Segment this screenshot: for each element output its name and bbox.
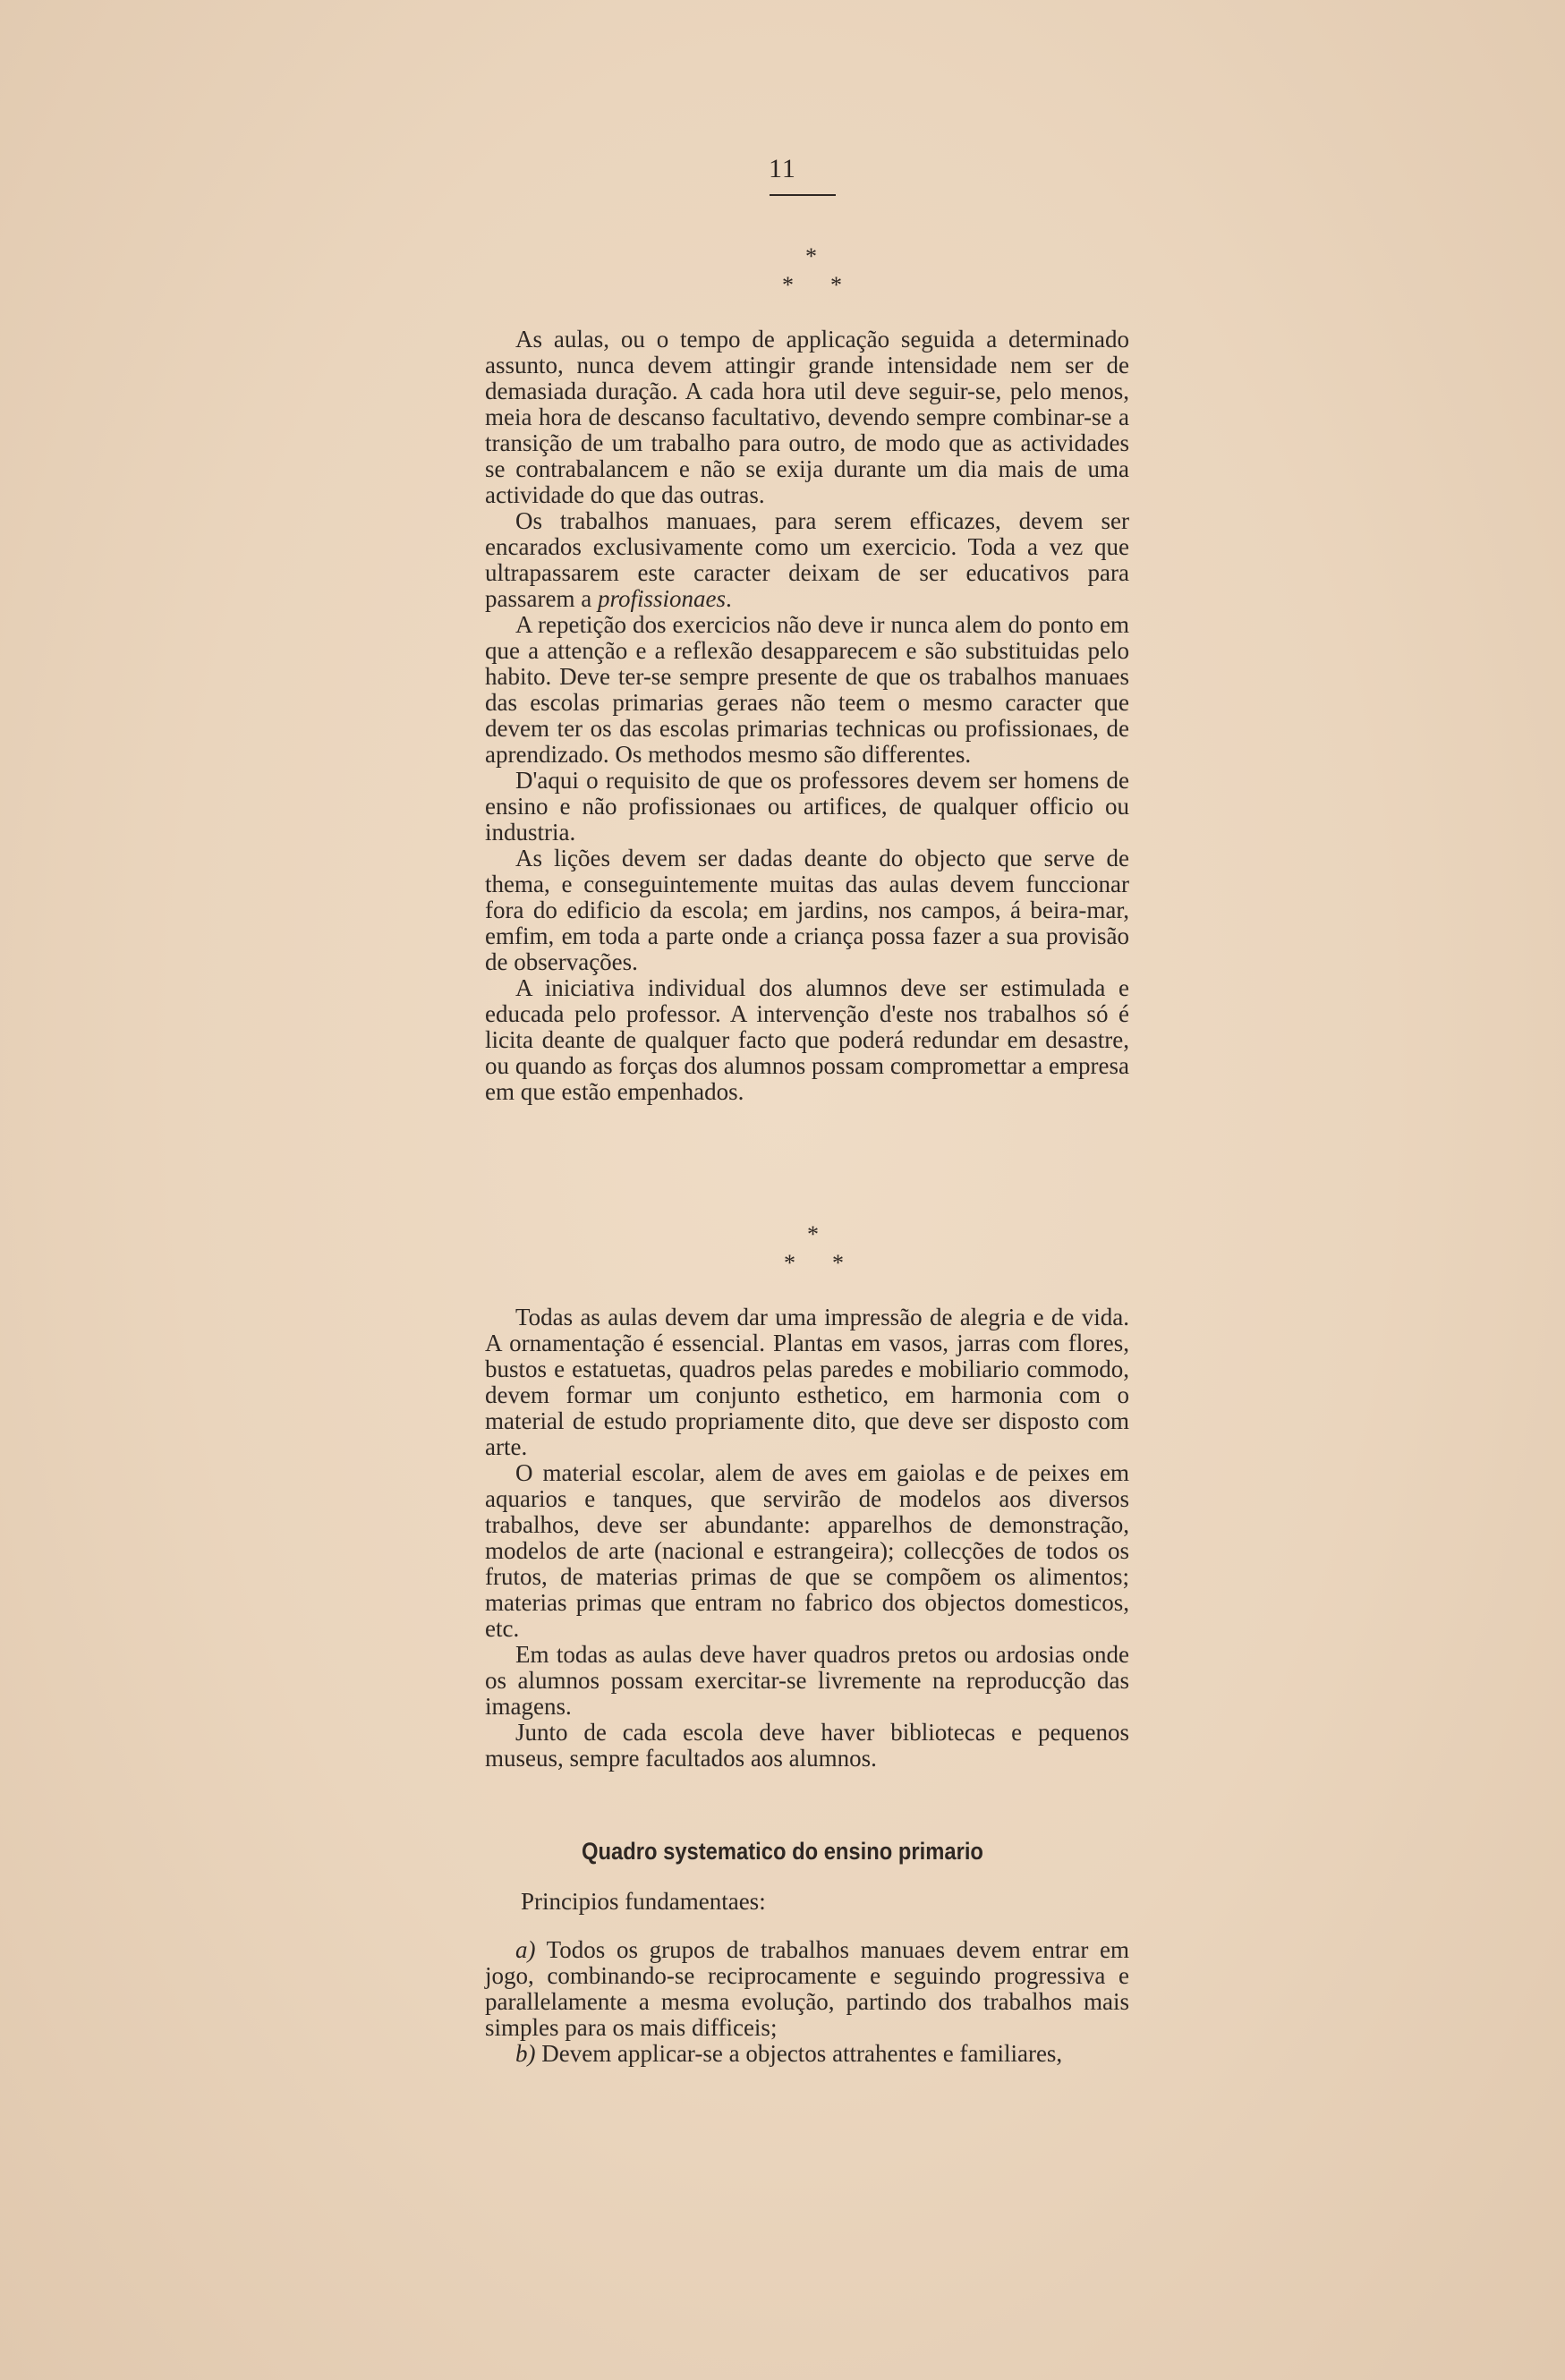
paragraph-material-escolar: O material escolar, alem de aves em gaiolas e de peixes em aquarios e tanques, que servirão de modelos aos diversos trabalhos, deve ser abundante: apparelhos de demonstração, modelos de arte (nacional e estrangeira); collecções de todos os frutos, de materias primas de que se compõem os alimentos; materias primas que entram no fabrico dos objectos domesticos, etc. bbox=[485, 1459, 1129, 1642]
section-2-text bbox=[485, 1305, 1129, 1772]
paragraph-quadros-pretos: Em todas as aulas deve haver quadros pretos ou ardosias onde os alumnos possam exercitar-se livremente na reproducção das imagens. bbox=[485, 1641, 1129, 1720]
asterisk: * bbox=[807, 1221, 819, 1247]
asterisk: * bbox=[832, 1250, 844, 1276]
paragraph-iniciativa: A iniciativa individual dos alumnos deve ser estimulada e educada pelo professor. A intervenção d'este nos trabalhos só é licita deante de qualquer facto que poderá redundar em desastre, ou quando as forças dos alumnos possam compromettar a empresa em que estão empenhados. bbox=[485, 974, 1129, 1105]
principle-a bbox=[485, 1937, 1129, 2041]
emphasis-profissionaes: profissionaes bbox=[597, 585, 726, 612]
asterisk: * bbox=[784, 1250, 795, 1276]
paragraph-licoes: As lições devem ser dadas deante do objecto que serve de thema, e conseguintemente muitas das aulas devem funccionar fora do edificio da escola; em jardins, nos campos, á beira-mar, emfim, em toda a parte onde a criança possa fazer a sua provisão de observações. bbox=[485, 845, 1129, 975]
text: Os trabalhos manuaes, para serem efficazes, devem ser encarados exclusivamente como um exercicio. Toda a vez que ultrapassarem este caracter deixam de ser educativos para passarem a bbox=[485, 507, 1129, 612]
section-divider-asterism-1 bbox=[750, 245, 875, 299]
page-number-rule bbox=[770, 194, 836, 196]
item-marker: a) bbox=[515, 1936, 536, 1963]
asterisk: * bbox=[782, 272, 794, 298]
item-text: Devem applicar-se a objectos attrahentes e familiares, bbox=[535, 2040, 1063, 2067]
principle-b bbox=[485, 2041, 1129, 2067]
principles-intro: Principios fundamentaes: bbox=[521, 1888, 766, 1915]
principles-list bbox=[485, 1937, 1129, 2067]
section-heading: Quadro systematico do ensino primario bbox=[582, 1838, 983, 1865]
paragraph-trabalhos-manuaes bbox=[485, 508, 1129, 612]
paragraph-professores: D'aqui o requisito de que os professores devem ser homens de ensino e não profissionaes ou artifices, de qualquer officio ou industria. bbox=[485, 767, 1129, 846]
section-1-text bbox=[485, 327, 1129, 1105]
paragraph-repeticao: A repetição dos exercicios não deve ir nunca alem do ponto em que a attenção e a reflexão desapparecem e são substituidas pelo habito. Deve ter-se sempre presente de que os trabalhos manuaes das escolas primarias geraes não teem o mesmo caracter que devem ter os das escolas primarias technicas ou profissionaes, de aprendizado. Os methodos mesmo são differentes. bbox=[485, 611, 1129, 768]
item-marker: b) bbox=[515, 2040, 536, 2067]
asterisk: * bbox=[830, 272, 842, 298]
asterisk: * bbox=[805, 243, 817, 269]
item-text: Todos os grupos de trabalhos manuaes devem entrar em jogo, combinando-se reciprocamente e seguindo progressiva e parallelamente a mesma evolução, partindo dos trabalhos mais simples para os mais difficeis; bbox=[485, 1936, 1129, 2041]
section-divider-asterism-2 bbox=[752, 1223, 877, 1277]
paragraph-aulas: As aulas, ou o tempo de applicação seguida a determinado assunto, nunca devem attingir grande intensidade nem ser de demasiada duração. A cada hora util deve seguir-se, pelo menos, meia hora de descanso facultativo, devendo sempre combinar-se a transição de um trabalho para outro, de modo que as actividades se contrabalancem e não se exija durante um dia mais de uma actividade do que das outras. bbox=[485, 326, 1129, 508]
paragraph-alegria: Todas as aulas devem dar uma impressão de alegria e de vida. A ornamentação é essencial. Plantas em vasos, jarras com flores, bustos e estatuetas, quadros pelas paredes e mobiliario commodo, devem formar um conjunto esthetico, em harmonia com o material de estudo propriamente dito, que deve ser disposto com arte. bbox=[485, 1304, 1129, 1460]
paragraph-bibliotecas: Junto de cada escola deve haver bibliotecas e pequenos museus, sempre facultados aos alumnos. bbox=[485, 1719, 1129, 1772]
text: . bbox=[725, 585, 732, 612]
page-number: 11 bbox=[769, 154, 796, 183]
